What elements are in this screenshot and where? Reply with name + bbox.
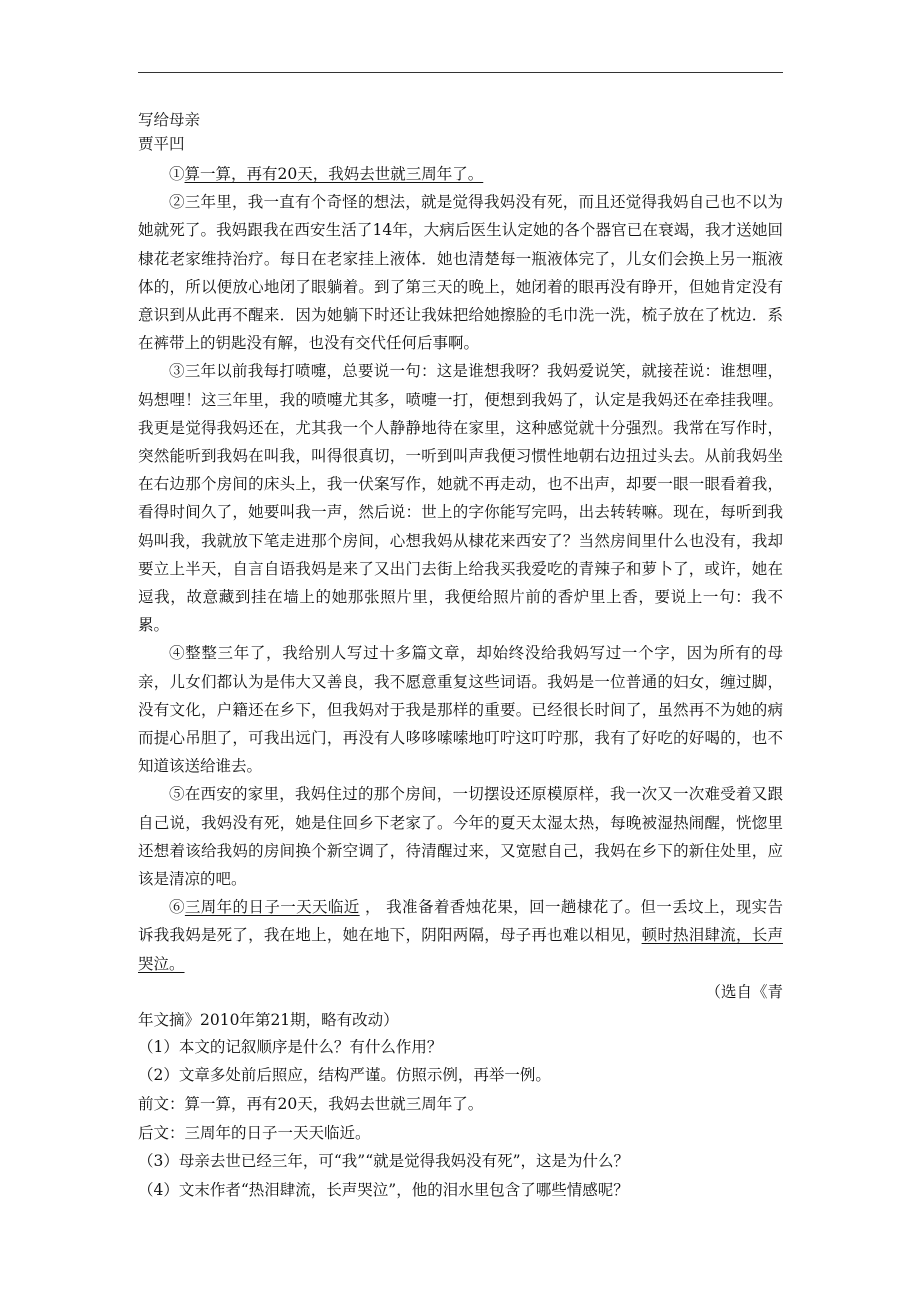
header-rule [138,72,783,73]
document-body [138,108,783,1204]
question-2-example-after: 后文：三周年的日子一天天临近。 [138,1123,371,1142]
source-citation-line1: （选自《青 [705,982,783,1001]
question-2: （2）文章多处前后照应，结构严谨。仿照示例，再举一例。 [138,1066,551,1085]
question-4: （4）文末作者“热泪肆流，长声哭泣”，他的泪水里包含了哪些情感呢？ [138,1180,629,1199]
paragraph-6 [138,893,783,978]
paragraph-6-underlined-b: 顿时热泪肆流，长声哭泣。 [138,926,783,973]
question-2-example-before: 前文：算一算，再有20天，我妈去世就三周年了。 [138,1095,484,1114]
paragraph-6-number: ⑥ [169,898,185,917]
article-author: 贾平凹 [138,135,185,153]
paragraph-4: ④整整三年了，我给别人写过十多篇文章，却始终没给我妈写过一个字，因为所有的母亲，儿女们都认为是伟大又善良，我不愿意重复这些词语。我妈是一位普通的妇女，缠过脚，没有文化，户籍还在乡下，但我妈对于我是那样的重要。已经很长时间了，虽然再不为她的病而提心吊胆了，可我出远门，再没有人哆哆嗦嗦地叮咛这叮咛那，我有了好吃的好喝的，也不知道该送给谁去。 [138,644,783,776]
paragraph-6-underlined-a: 三周年的日子一天天临近 [184,898,360,917]
paragraph-1 [138,160,783,188]
source-citation-line2: 年文摘》2010年第21期，略有改动） [138,1010,399,1029]
article-title: 写给母亲 [138,111,201,129]
paragraph-2: ②三年里，我一直有个奇怪的想法，就是觉得我妈没有死，而且还觉得我妈自己也不以为她就死了。我妈跟我在西安生活了14年，大病后医生认定她的各个器官已在衰竭，我才送她回棣花老家维持治疗。每日在老家挂上液体．她也清楚每一瓶液体完了，儿女们会换上另一瓶液体的，所以便放心地闭了眼躺着。到了第三天的晚上，她闭着的眼再没有睁开，但她肯定没有意识到从此再不醒来．因为她躺下时还让我妹把给她擦脸的毛巾洗一洗，梳子放在了枕边．系在裤带上的钥匙没有解，也没有交代任何后事啊。 [138,193,783,353]
paragraph-1-underlined: 算一算，再有20天，我妈去世就三周年了。 [184,165,484,183]
question-1: （1）本文的记叙顺序是什么？有什么作用？ [138,1037,443,1056]
question-3: （3）母亲去世已经三年，可“我”“就是觉得我妈没有死”，这是为什么？ [138,1152,630,1171]
paragraph-6-text: ， 我准备着香烛花果，回一趟棣花了。但一丢坟上，现实告诉我我妈是死了，我在地上，她在地下，阴阳两隔，母子再也难以相见， [138,898,783,945]
paragraph-5: ⑤在西安的家里，我妈住过的那个房间，一切摆设还原模原样，我一次又一次难受着又跟自己说，我妈没有死，她是住回乡下老家了。今年的夏天太湿太热，每晚被湿热闹醒，恍惚里还想着该给我妈的房间换个新空调了，待清醒过来，又宽慰自己，我妈在乡下的新住处里，应该是清凉的吧。 [138,785,783,889]
paragraph-3: ③三年以前我每打喷嚏，总要说一句：这是谁想我呀？我妈爱说笑，就接茬说：谁想哩，妈想哩！这三年里，我的喷嚏尤其多，喷嚏一打，便想到我妈了，认定是我妈还在牵挂我哩。我更是觉得我妈还在，尤其我一个人静静地待在家里，这种感觉就十分强烈。我常在写作时，突然能听到我妈在叫我，叫得很真切，一听到叫声我便习惯性地朝右边扭过头去。从前我妈坐在右边那个房间的床头上，我一伏案写作，她就不再走动，也不出声，却要一眼一眼看着我，看得时间久了，她要叫我一声，然后说：世上的字你能写完吗，出去转转嘛。现在，每听到我妈叫我，我就放下笔走进那个房间，心想我妈从棣花来西安了？当然房间里什么也没有，我却要立上半天，自言自语我妈是来了又出门去街上给我买我爱吃的青辣子和萝卜了，或许，她在逗我，故意藏到挂在墙上的她那张照片里，我便给照片前的香炉里上香，要说上一句：我不累。 [138,362,783,635]
paragraph-1-number: ① [169,165,185,183]
